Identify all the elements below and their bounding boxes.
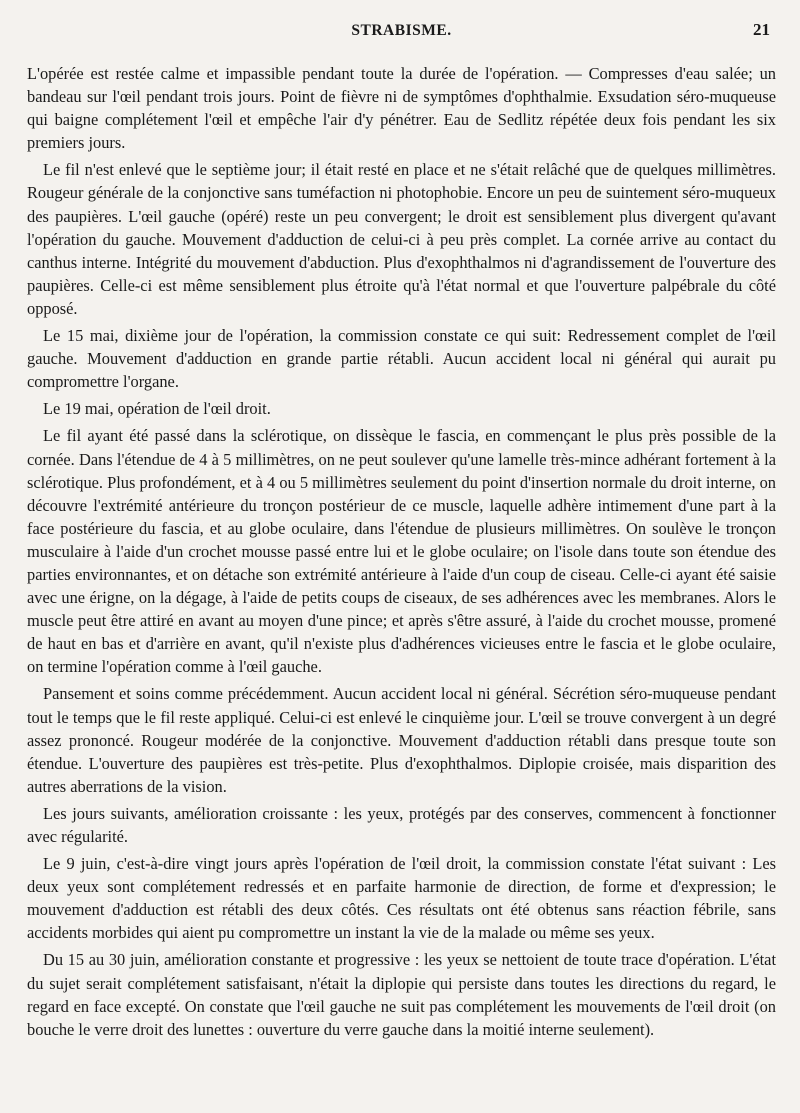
paragraph: L'opérée est restée calme et impassible pendant toute la durée de l'opération. — Compresses d'eau salée; un bandeau sur l'œil pendant trois jours. Point de fièvre ni de symptômes d'ophthalmie. Exsudation séro-muqueuse qui baigne complétement l'œil et empêche l'air d'y pénétrer. Eau de Sedlitz répétée deux fois pendant les six premiers jours. — [27, 64, 776, 153]
paragraph: Le 19 mai, opération de l'œil droit. — [43, 399, 271, 419]
page-header — [27, 18, 776, 50]
page-number: 21 — [753, 20, 770, 39]
body-text — [27, 62, 776, 1041]
paragraph: Les jours suivants, amélioration croissante : les yeux, protégés par des conserves, commencent à fonctionner avec régularité. — [27, 803, 776, 846]
paragraph: Pansement et soins comme précédemment. Aucun accident local ni général. Sécrétion séro-muqueuse pendant tout le temps que le fil reste appliqué. Celui-ci est enlevé le cinquième jour. L'œil se trouve convergent à un degré assez prononcé. Rougeur modérée de la conjonctive. Mouvement d'adduction rétabli dans presque toute son étendue. L'ouverture des paupières est très-petite. Plus d'exophthalmos. Diplopie croisée, mais disparition des autres aberrations de la vision. — [27, 684, 776, 796]
running-title: STRABISME. — [351, 22, 452, 39]
paragraph: Du 15 au 30 juin, amélioration constante et progressive : les yeux se nettoient de toute trace d'opération. L'état du sujet serait complétement satisfaisant, n'était la diplopie qui persiste dans toutes les directions du regard, le regard en face excepté. On constate que l'œil gauche ne suit pas complétement les mouvements de l'œil droit (on bouche le verre droit des lunettes : ouverture du verre gauche dans la moitié interne seulement). — [27, 950, 776, 1039]
paragraph: Le 15 mai, dixième jour de l'opération, la commission constate ce qui suit: Redressement complet de l'œil gauche. Mouvement d'adduction en grande partie rétabli. Aucun accident local ni général qui aurait pu compromettre l'organe. — [27, 326, 776, 392]
paragraph: Le fil ayant été passé dans la sclérotique, on dissèque le fascia, en commençant le plus près possible de la cornée. Dans l'étendue de 4 à 5 millimètres, on ne peut soulever qu'une lamelle très-mince adhérant fortement à la sclérotique. Plus profondément, et à 4 ou 5 millimètres seulement du point d'insertion normale du droit interne, on découvre l'extrémité antérieure du tronçon postérieur de ce muscle, laquelle adhère intimement d'une part à la face postérieure du fascia, et au globe oculaire, dans l'étendue de plusieurs millimètres. On soulève le tronçon musculaire à l'aide d'un crochet mousse passé entre lui et le globe oculaire; on l'isole dans toute son étendue des parties environnantes, et on détache son extrémité antérieure à l'aide d'un coup de ciseau. Celle-ci ayant été saisie avec une érigne, on la dégage, à l'aide de petits coups de ciseaux, de ses adhérences avec les membranes. Alors le muscle peut être attiré en avant au moyen d'une pince; et après s'être assuré, à l'aide du crochet mousse, promené de haut en bas et d'arrière en avant, qu'il n'existe plus d'adhérences vicieuses entre le fascia et le globe oculaire, on termine l'opération comme à l'œil gauche. — [27, 426, 776, 677]
paragraph: Le 9 juin, c'est-à-dire vingt jours après l'opération de l'œil droit, la commission constate l'état suivant : Les deux yeux sont complétement redressés et en parfaite harmonie de direction, de forme et d'expression; le mouvement d'adduction est rétabli des deux côtés. Ces résultats ont été obtenus sans réaction fébrile, sans accidents morbides qui aient pu compromettre un instant la vie de la malade ou même ses yeux. — [27, 854, 776, 943]
paragraph: Le fil n'est enlevé que le septième jour; il était resté en place et ne s'était relâché que de quelques millimètres. Rougeur générale de la conjonctive sans tuméfaction ni photophobie. Encore un peu de suintement séro-muqueux des paupières. L'œil gauche (opéré) reste un peu convergent; le droit est sensiblement plus divergent qu'avant l'opération du gauche. Mouvement d'adduction de celui-ci à peu près complet. La cornée arrive au contact du canthus interne. Intégrité du mouvement d'abduction. Plus d'exophthalmos ni d'agrandissement de l'ouverture des paupières. Celle-ci est même sensiblement plus étroite qu'à l'état normal et que l'ouverture palpébrale du côté opposé. — [27, 160, 776, 318]
